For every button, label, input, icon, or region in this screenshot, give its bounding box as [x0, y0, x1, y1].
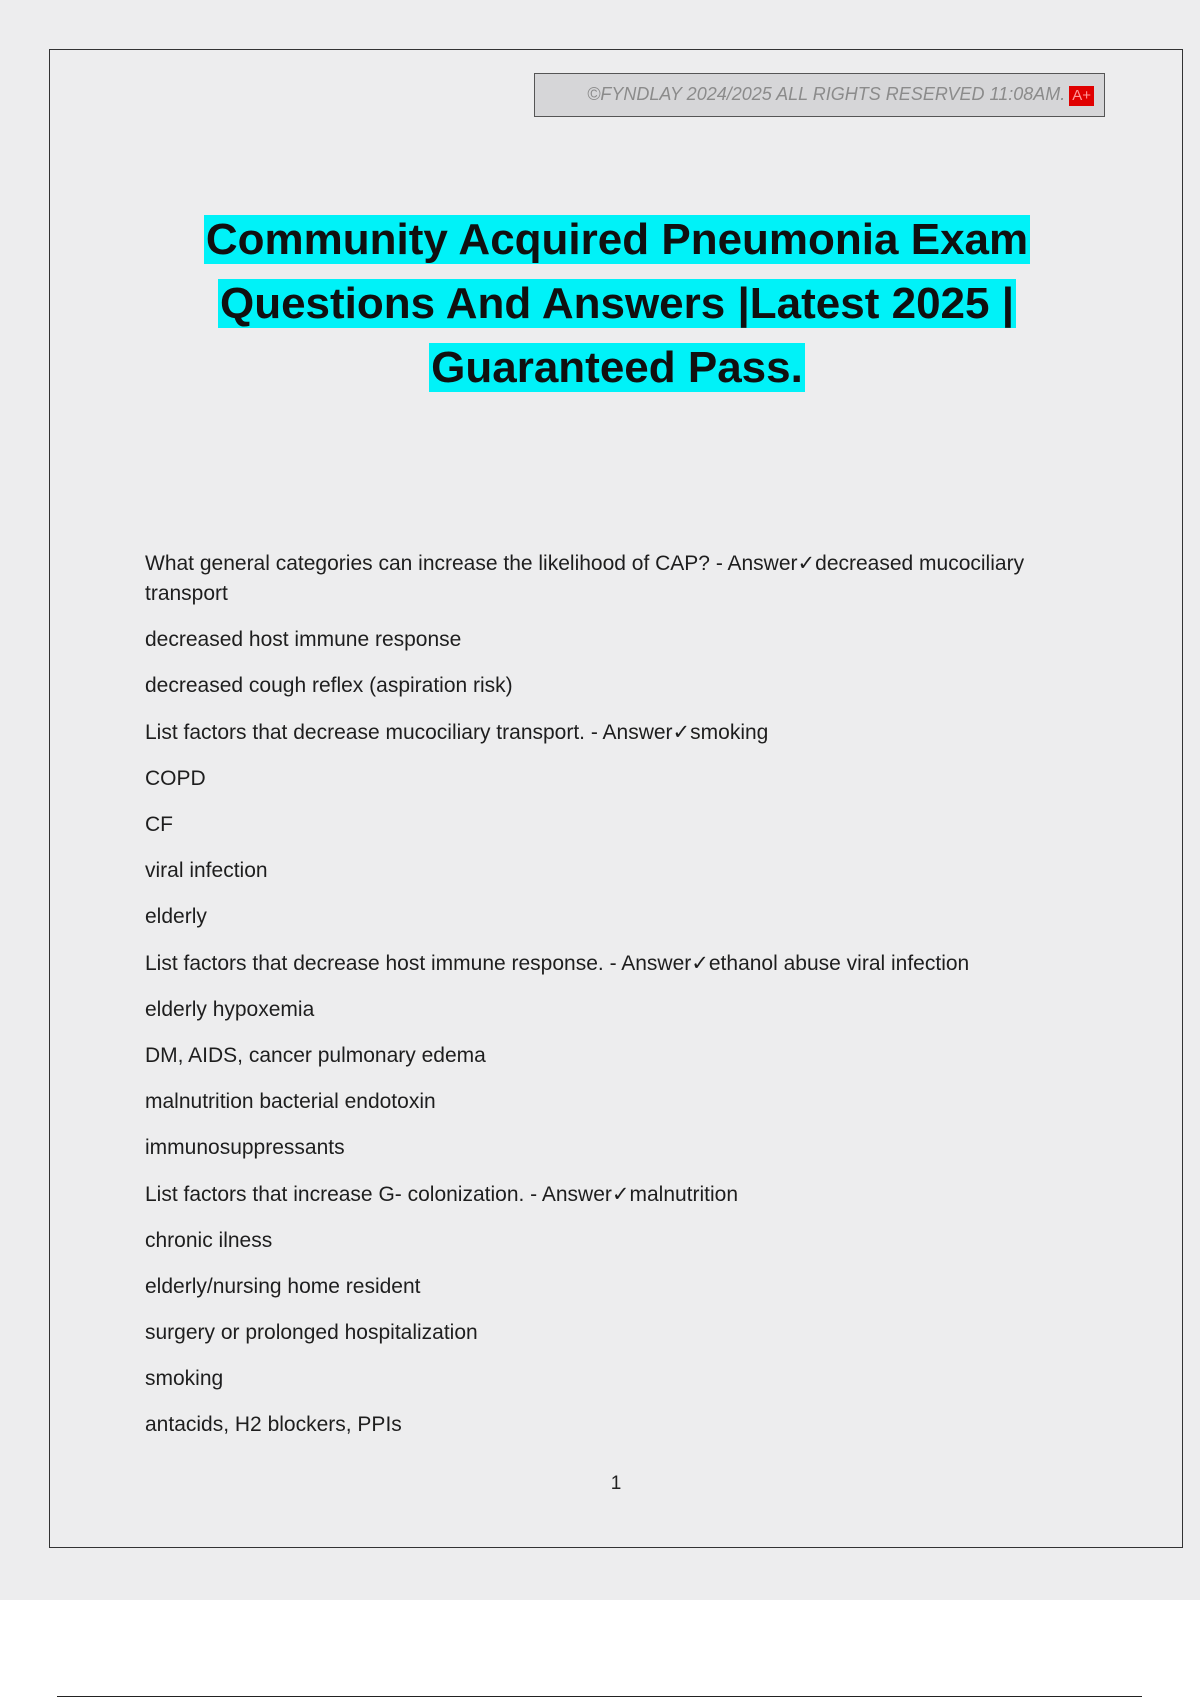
qa-item: [145, 948, 1080, 979]
answer-line: decreased host immune response: [145, 628, 462, 651]
title-line-1: Community Acquired Pneumonia Exam: [205, 215, 1029, 264]
question-text: List factors that increase G- colonization. - Answer: [145, 1183, 612, 1206]
checkmark-icon: ✓: [611, 1182, 630, 1206]
question-text: What general categories can increase the likelihood of CAP? - Answer: [145, 552, 798, 575]
question-text: List factors that decrease host immune response. - Answer: [145, 952, 692, 975]
answer-line: surgery or prolonged hospitalization: [145, 1321, 478, 1344]
answer-text: malnutrition: [629, 1183, 739, 1206]
next-page-divider: [57, 1696, 1142, 1697]
qa-content: [145, 548, 1080, 1456]
answer-line: elderly/nursing home resident: [145, 1275, 421, 1298]
qa-item: [145, 548, 1080, 609]
answer-line: chronic ilness: [145, 1229, 273, 1252]
answer-line: viral infection: [145, 859, 268, 882]
qa-item: [145, 717, 1080, 748]
answer-text: ethanol abuse viral infection: [708, 952, 970, 975]
copyright-label: ©FYNDLAY 2024/2025 ALL RIGHTS RESERVED 11:08AM.: [587, 84, 1066, 104]
checkmark-icon: ✓: [797, 551, 816, 575]
answer-line: decreased cough reflex (aspiration risk): [145, 674, 513, 697]
answer-text: smoking: [690, 721, 769, 744]
answer-text: decreased mucociliary transport: [145, 552, 1025, 605]
title-line-2: Questions And Answers |Latest 2025 |: [219, 279, 1015, 328]
answer-line: immunosuppressants: [145, 1136, 345, 1159]
copyright-text: [587, 84, 1094, 106]
answer-line: elderly hypoxemia: [145, 998, 315, 1021]
grade-badge: A+: [1069, 86, 1094, 106]
answer-line: malnutrition bacterial endotoxin: [145, 1090, 436, 1113]
page-number: 1: [610, 1473, 622, 1494]
checkmark-icon: ✓: [691, 951, 709, 975]
document-title: [120, 208, 1114, 400]
answer-line: COPD: [145, 767, 206, 790]
answer-line: smoking: [145, 1367, 224, 1390]
title-line-3: Guaranteed Pass.: [431, 343, 803, 392]
answer-line: antacids, H2 blockers, PPIs: [145, 1413, 402, 1436]
qa-item: [145, 1179, 1080, 1210]
answer-line: DM, AIDS, cancer pulmonary edema: [145, 1044, 486, 1067]
question-text: List factors that decrease mucociliary transport. - Answer: [145, 721, 673, 744]
checkmark-icon: ✓: [672, 720, 691, 744]
copyright-header: [534, 73, 1105, 117]
answer-line: CF: [145, 813, 173, 836]
answer-line: elderly: [145, 905, 207, 928]
